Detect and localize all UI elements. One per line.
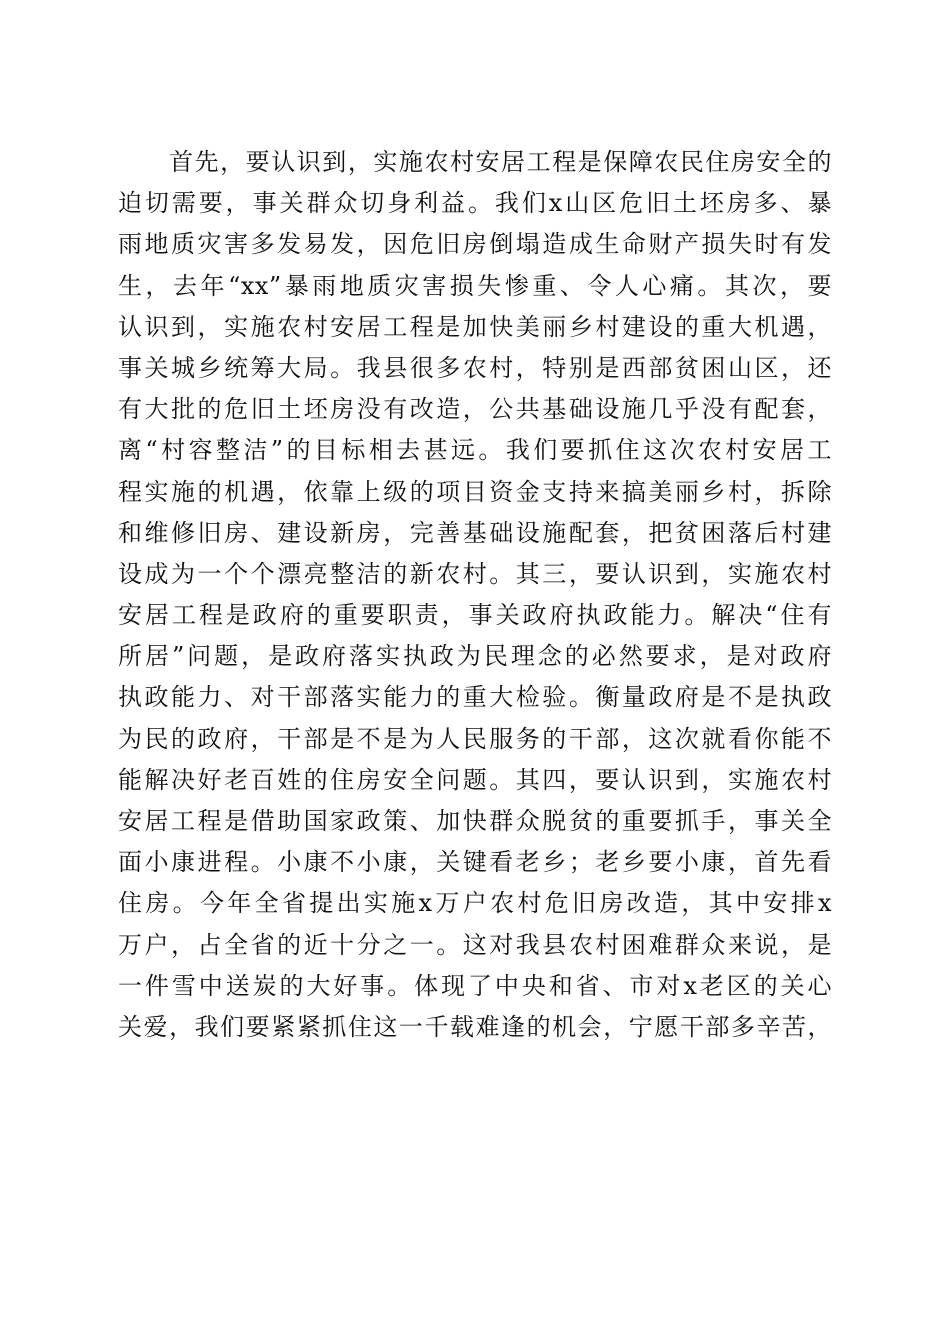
paragraph-line-16: 能解决好老百姓的住房安全问题。其四，要认识到，实施农村 <box>118 765 832 794</box>
paragraph-line-10: 和维修旧房、建设新房，完善基础设施配套，把贫困落后村建 <box>118 518 832 547</box>
paragraph-line-19: 住房。今年全省提出实施x万户农村危旧房改造，其中安排x <box>118 889 832 918</box>
body-paragraph <box>118 142 832 1048</box>
paragraph-line-22: 关爱，我们要紧紧抓住这一千载难逢的机会，宁愿干部多辛苦， <box>118 1012 832 1041</box>
paragraph-line-18: 面小康进程。小康不小康，关键看老乡；老乡要小康，首先看 <box>118 848 832 877</box>
paragraph-line-8: 离“村容整洁”的目标相去甚远。我们要抓住这次农村安居工 <box>118 436 832 465</box>
paragraph-line-11: 设成为一个个漂亮整洁的新农村。其三，要认识到，实施农村 <box>118 559 832 588</box>
paragraph-line-21: 一件雪中送炭的大好事。体现了中央和省、市对x老区的关心 <box>118 971 832 1000</box>
paragraph-line-15: 为民的政府，干部是不是为人民服务的干部，这次就看你能不 <box>118 724 832 753</box>
paragraph-line-12: 安居工程是政府的重要职责，事关政府执政能力。解决“住有 <box>118 601 832 630</box>
paragraph-line-1: 首先，要认识到，实施农村安居工程是保障农民住房安全的 <box>118 148 832 176</box>
paragraph-line-4: 生，去年“xx”暴雨地质灾害损失惨重、令人心痛。其次，要 <box>118 271 832 300</box>
paragraph-line-7: 有大批的危旧土坯房没有改造，公共基础设施几乎没有配套， <box>118 395 832 424</box>
paragraph-line-13: 所居”问题，是政府落实执政为民理念的必然要求，是对政府 <box>118 642 832 671</box>
paragraph-line-20: 万户，占全省的近十分之一。这对我县农村困难群众来说，是 <box>118 930 832 959</box>
paragraph-line-5: 认识到，实施农村安居工程是加快美丽乡村建设的重大机遇， <box>118 312 832 341</box>
paragraph-line-9: 程实施的机遇，依靠上级的项目资金支持来搞美丽乡村，拆除 <box>118 477 832 506</box>
paragraph-line-6: 事关城乡统筹大局。我县很多农村，特别是西部贫困山区，还 <box>118 353 832 382</box>
paragraph-line-2: 迫切需要，事关群众切身利益。我们x山区危旧土坯房多、暴 <box>118 189 832 218</box>
paragraph-line-17: 安居工程是借助国家政策、加快群众脱贫的重要抓手，事关全 <box>118 807 832 835</box>
paragraph-line-3: 雨地质灾害多发易发，因危旧房倒塌造成生命财产损失时有发 <box>118 230 832 259</box>
paragraph-line-14: 执政能力、对干部落实能力的重大检验。衡量政府是不是执政 <box>118 683 832 712</box>
